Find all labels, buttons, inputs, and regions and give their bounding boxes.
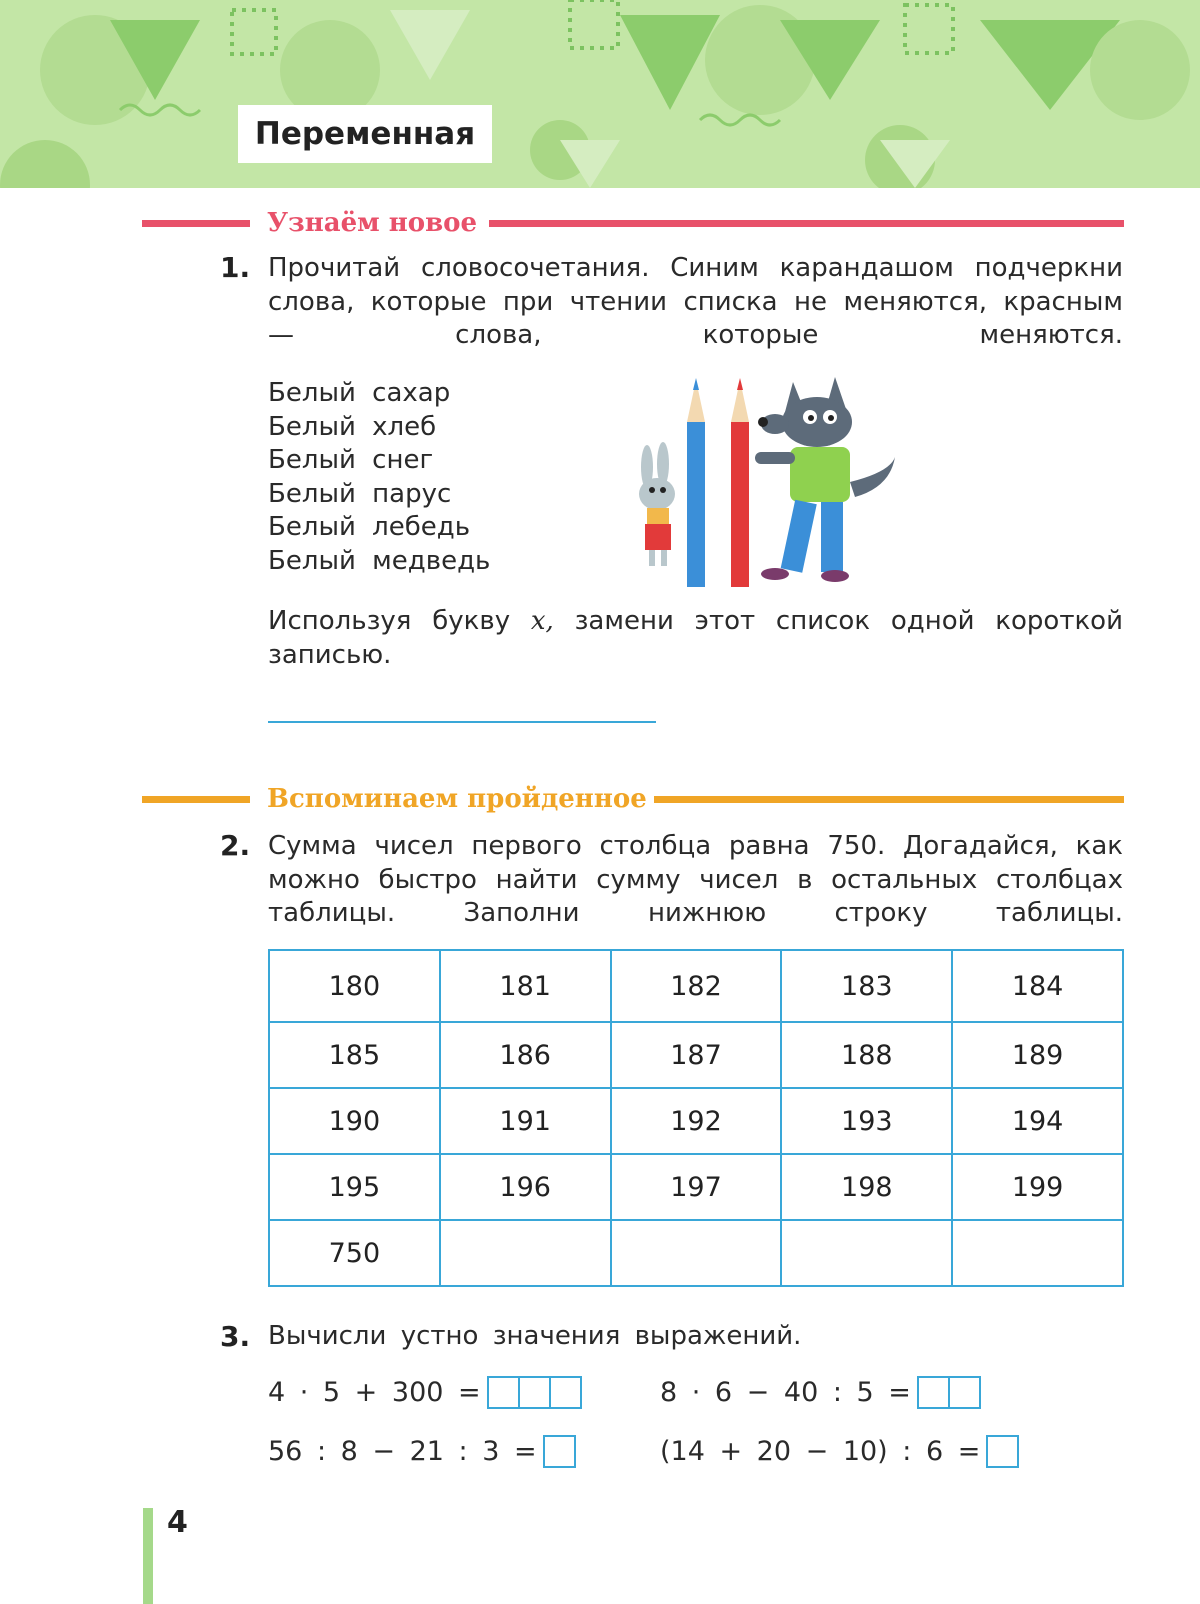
expression-text: (14 + 20 − 10) : 6 = — [660, 1436, 981, 1467]
section-rule-left — [142, 796, 250, 803]
section-header-learn-new — [142, 208, 1124, 238]
answer-line[interactable] — [268, 721, 656, 723]
section-rule-right — [489, 220, 1124, 227]
table-cell: 182 — [611, 950, 782, 1022]
table-row — [269, 1220, 1123, 1286]
table-cell[interactable] — [440, 1220, 611, 1286]
phrase-adjective[interactable]: Белый — [268, 478, 356, 509]
section-label: Вспоминаем пройденное — [267, 784, 647, 814]
phrase-noun[interactable]: хлеб — [372, 411, 437, 442]
task-number: 1. — [220, 251, 251, 284]
table-cell[interactable] — [952, 1220, 1123, 1286]
section-header-review — [142, 784, 1124, 814]
task-instruction: Вычисли устно значения выражений. — [268, 1321, 802, 1351]
answer-box[interactable] — [543, 1435, 576, 1468]
phrase-noun[interactable]: сахар — [372, 378, 451, 408]
table-cell: 184 — [952, 950, 1123, 1022]
answer-boxes — [489, 1376, 582, 1409]
answer-box[interactable] — [948, 1376, 981, 1409]
task-number: 2. — [220, 829, 251, 862]
expression-row — [660, 1435, 1019, 1468]
table-cell: 194 — [952, 1088, 1123, 1154]
table-row — [269, 1154, 1123, 1220]
table-row — [269, 1088, 1123, 1154]
section-label: Узнаём новое — [267, 208, 478, 238]
table-cell: 186 — [440, 1022, 611, 1088]
table-cell: 199 — [952, 1154, 1123, 1220]
table-cell: 193 — [781, 1088, 952, 1154]
section-rule-left — [142, 220, 250, 227]
phrase-item — [268, 511, 490, 545]
task-instruction: Прочитай словосочетания. Синим карандашом подчеркни слова, которые при чтении списка не меняются, красным — слова, которые меняются. — [268, 253, 1123, 350]
phrase-adjective[interactable]: Белый — [268, 411, 356, 442]
page-bar — [143, 1508, 153, 1604]
phrase-noun[interactable]: парус — [372, 478, 452, 509]
answer-boxes — [919, 1376, 981, 1409]
expression-text: 56 : 8 − 21 : 3 = — [268, 1436, 537, 1467]
phrase-item — [268, 545, 490, 579]
table-cell: 197 — [611, 1154, 782, 1220]
phrase-item — [268, 444, 490, 478]
table-row — [269, 950, 1123, 1022]
phrase-noun[interactable]: медведь — [372, 545, 491, 576]
task-number: 3. — [220, 1320, 251, 1353]
blue-pencil-icon — [687, 378, 705, 587]
page-title: Переменная — [238, 105, 492, 163]
red-pencil-icon — [731, 378, 749, 587]
expression-text: 8 · 6 − 40 : 5 = — [660, 1377, 911, 1408]
answer-boxes — [988, 1435, 1019, 1468]
page-number: 4 — [167, 1505, 188, 1540]
section-rule-right — [654, 796, 1124, 803]
table-cell: 195 — [269, 1154, 440, 1220]
expression-row — [268, 1376, 582, 1409]
table-cell: 183 — [781, 950, 952, 1022]
answer-box[interactable] — [487, 1376, 520, 1409]
follow-up-text-before: Используя букву — [268, 606, 511, 636]
phrase-adjective[interactable]: Белый — [268, 545, 356, 576]
answer-boxes — [545, 1435, 576, 1468]
table-cell: 192 — [611, 1088, 782, 1154]
answer-box[interactable] — [986, 1435, 1019, 1468]
expression-text: 4 · 5 + 300 = — [268, 1377, 481, 1408]
phrase-list — [268, 377, 490, 578]
table-cell: 196 — [440, 1154, 611, 1220]
answer-box[interactable] — [917, 1376, 950, 1409]
phrase-adjective[interactable]: Белый — [268, 445, 356, 475]
table-cell: 185 — [269, 1022, 440, 1088]
task-follow-up — [268, 605, 1123, 672]
banner-pattern — [0, 0, 1200, 188]
answer-box[interactable] — [518, 1376, 551, 1409]
bunny-icon — [639, 442, 675, 566]
phrase-item — [268, 411, 490, 445]
phrase-adjective[interactable]: Белый — [268, 378, 356, 408]
phrase-noun[interactable]: снег — [372, 445, 434, 475]
table-cell: 198 — [781, 1154, 952, 1220]
table-cell: 191 — [440, 1088, 611, 1154]
table-cell: 181 — [440, 950, 611, 1022]
variable-x: x, — [530, 606, 554, 636]
header-banner — [0, 0, 1200, 188]
phrase-item — [268, 478, 490, 512]
answer-box[interactable] — [549, 1376, 582, 1409]
phrase-noun[interactable]: лебедь — [372, 512, 471, 542]
expression-row — [268, 1435, 576, 1468]
expression-row — [660, 1376, 981, 1409]
table-cell: 750 — [269, 1220, 440, 1286]
task-instruction: Сумма чисел первого столбца равна 750. Догадайся, как можно быстро найти сумму чисел в остальных столбцах таблицы. Заполни нижнюю строку таблицы. — [268, 831, 1123, 928]
table-cell: 188 — [781, 1022, 952, 1088]
follow-up-text-after: замени этот список одной короткой записью. — [268, 606, 1123, 670]
wolf-icon — [755, 377, 895, 582]
table-cell: 180 — [269, 950, 440, 1022]
table-cell[interactable] — [611, 1220, 782, 1286]
illustration-bunny-wolf-pencils — [625, 372, 915, 590]
table-cell: 187 — [611, 1022, 782, 1088]
table-cell: 190 — [269, 1088, 440, 1154]
phrase-adjective[interactable]: Белый — [268, 512, 356, 542]
table-cell: 189 — [952, 1022, 1123, 1088]
table-cell[interactable] — [781, 1220, 952, 1286]
sum-table — [268, 949, 1124, 1287]
table-row — [269, 1022, 1123, 1088]
phrase-item — [268, 377, 490, 411]
